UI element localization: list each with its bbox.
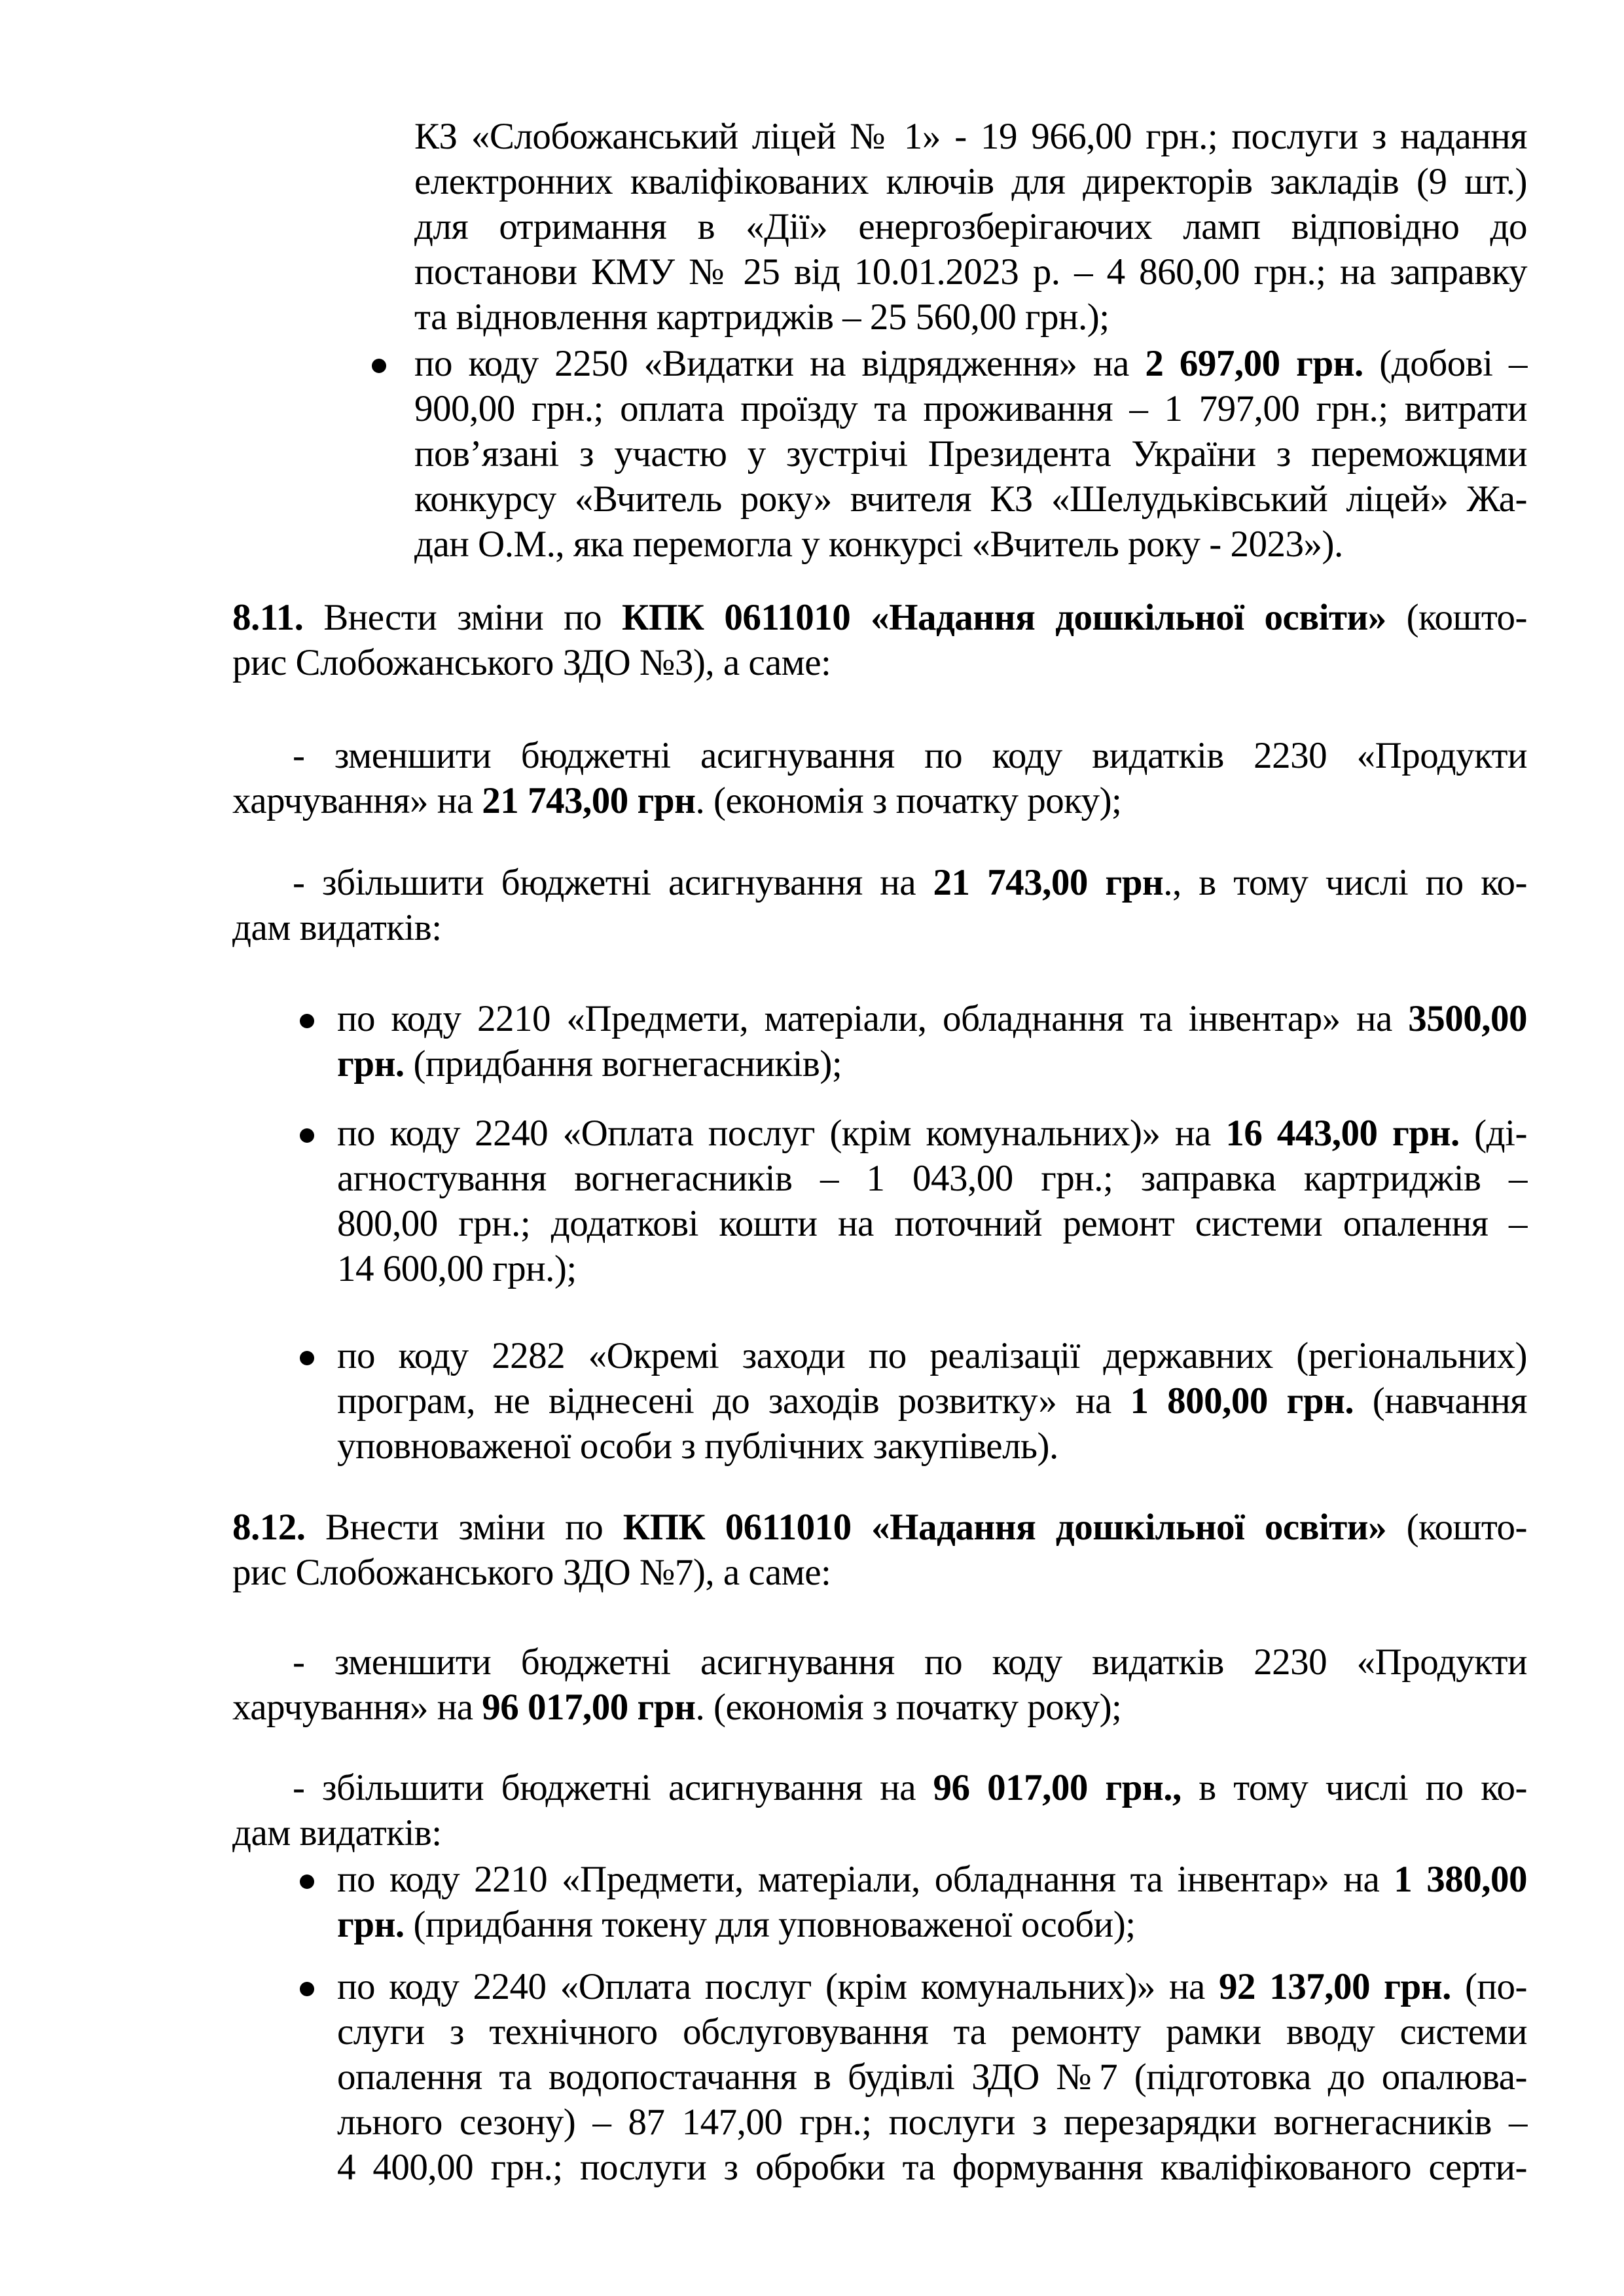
text-run: по коду 2210 «Предмети, матеріали, обладнання та інвентар» на bbox=[337, 998, 1409, 1039]
text-line bbox=[414, 522, 1527, 567]
text-run: Внести зміни по bbox=[303, 597, 622, 638]
text-line bbox=[414, 341, 1527, 386]
text-line bbox=[414, 159, 1527, 204]
text-line bbox=[337, 1246, 1527, 1291]
text-run: КЗ «Слобожанський ліцей № 1» - 19 966,00 грн.; послуги з надання bbox=[414, 116, 1527, 157]
text-line bbox=[293, 1640, 1527, 1685]
text-run: електронних кваліфікованих ключів для директорів закладів (9 шт.) bbox=[414, 161, 1527, 202]
text-run: агностування вогнегасників – 1 043,00 грн.; заправка картриджів – bbox=[337, 1158, 1527, 1199]
bold-text-run: 96 017,00 грн bbox=[482, 1687, 696, 1728]
text-line bbox=[232, 778, 1527, 823]
text-line bbox=[232, 640, 1527, 685]
text-line bbox=[293, 860, 1527, 905]
text-run: харчування» на bbox=[232, 780, 482, 821]
text-line bbox=[337, 1964, 1527, 2009]
text-line bbox=[337, 1111, 1527, 1156]
bold-text-run: КПК 0611010 «Надання дошкільної освіти» bbox=[623, 1507, 1387, 1548]
text-run: - збільшити бюджетні асигнування на bbox=[293, 862, 933, 903]
text-run: по коду 2250 «Видатки на відрядження» на bbox=[414, 343, 1146, 384]
bold-text-run: грн. bbox=[337, 1043, 405, 1085]
text-line bbox=[414, 249, 1527, 295]
bullet-dot-icon bbox=[300, 1351, 314, 1365]
bullet-item-2240-zdo3 bbox=[337, 1111, 1527, 1291]
bullet-item-2240-zdo7 bbox=[337, 1964, 1527, 2190]
section-8-11 bbox=[232, 595, 1527, 685]
text-line bbox=[337, 1857, 1527, 1902]
text-line bbox=[337, 1378, 1527, 1424]
text-run: (навчання bbox=[1354, 1380, 1527, 1422]
text-run: та відновлення картриджів – 25 560,00 грн.); bbox=[414, 296, 1110, 338]
bold-text-run: 21 743,00 грн bbox=[482, 780, 696, 821]
text-run: дан О.М., яка перемогла у конкурсі «Вчитель року - 2023»). bbox=[414, 524, 1343, 565]
text-line bbox=[414, 295, 1527, 340]
text-run: (кошто- bbox=[1386, 597, 1527, 638]
text-line bbox=[337, 2009, 1527, 2054]
dash-increase-8-12 bbox=[232, 1765, 1527, 1856]
text-run: ., в тому числі по ко- bbox=[1163, 862, 1527, 903]
text-line bbox=[337, 2145, 1527, 2190]
text-run: програм, не віднесені до заходів розвитку» на bbox=[337, 1380, 1130, 1422]
text-run: дам видатків: bbox=[232, 1812, 442, 1854]
bullet-dot-icon bbox=[300, 1014, 314, 1028]
bold-text-run: 3500,00 bbox=[1408, 998, 1527, 1039]
text-run: Внести зміни по bbox=[305, 1507, 623, 1548]
text-run: по коду 2210 «Предмети, матеріали, обладнання та інвентар» на bbox=[337, 1859, 1394, 1900]
text-run: (по- bbox=[1451, 1966, 1528, 2007]
text-line bbox=[414, 204, 1527, 249]
carryover-paragraph bbox=[414, 114, 1527, 340]
text-run: льного сезону) – 87 147,00 грн.; послуги з перезарядки вогнегасників – bbox=[337, 2102, 1527, 2143]
text-run: по коду 2240 «Оплата послуг (крім комунальних)» на bbox=[337, 1113, 1226, 1154]
text-run: для отримання в «Дії» енергозберігаючих ламп відповідно до bbox=[414, 206, 1527, 247]
text-run: 800,00 грн.; додаткові кошти на поточний ремонт системи опалення – bbox=[337, 1203, 1527, 1244]
text-line bbox=[414, 386, 1527, 431]
bold-text-run: 96 017,00 грн., bbox=[933, 1767, 1182, 1808]
text-line bbox=[232, 1685, 1527, 1730]
text-line bbox=[232, 905, 1527, 950]
text-run: рис Слобожанського ЗДО №7), а саме: bbox=[232, 1552, 831, 1593]
dash-decrease-8-12 bbox=[232, 1640, 1527, 1730]
text-run: (кошто- bbox=[1386, 1507, 1527, 1548]
text-run: харчування» на bbox=[232, 1687, 482, 1728]
text-line bbox=[232, 1550, 1527, 1595]
text-run: (добові – bbox=[1363, 343, 1527, 384]
text-line bbox=[337, 1041, 1527, 1086]
bullet-item-2210-zdo3 bbox=[337, 996, 1527, 1086]
dash-decrease-8-11 bbox=[232, 733, 1527, 823]
text-line bbox=[337, 2054, 1527, 2100]
bullet-item-2282-zdo3 bbox=[337, 1333, 1527, 1469]
text-line bbox=[293, 1765, 1527, 1810]
text-run: в тому числі по ко- bbox=[1181, 1767, 1527, 1808]
text-run: постанови КМУ № 25 від 10.01.2023 р. – 4 860,00 грн.; на заправку bbox=[414, 251, 1527, 293]
text-run: слуги з технічного обслуговування та ремонту рамки вводу системи bbox=[337, 2011, 1527, 2053]
text-run: . (економія з початку року); bbox=[695, 1687, 1122, 1728]
bold-text-run: 8.11. bbox=[232, 597, 304, 638]
bullet-dot-icon bbox=[300, 1128, 314, 1143]
text-run: по коду 2282 «Окремі заходи по реалізації державних (регіональних) bbox=[337, 1335, 1527, 1376]
text-run: (придбання вогнегасників); bbox=[404, 1043, 842, 1085]
text-run: 14 600,00 грн.); bbox=[337, 1248, 577, 1289]
bold-text-run: 16 443,00 грн. bbox=[1225, 1113, 1460, 1154]
text-line bbox=[337, 2100, 1527, 2145]
text-line bbox=[337, 1424, 1527, 1469]
bullet-dot-icon bbox=[300, 1982, 314, 1996]
bold-text-run: 2 697,00 грн. bbox=[1145, 343, 1363, 384]
bullet-item-2210-zdo7 bbox=[337, 1857, 1527, 1947]
text-line bbox=[293, 733, 1527, 778]
text-line bbox=[337, 1333, 1527, 1378]
text-line bbox=[337, 1201, 1527, 1246]
bold-text-run: 8.12. bbox=[232, 1507, 306, 1548]
text-line bbox=[337, 996, 1527, 1041]
bold-text-run: КПК 0611010 «Надання дошкільної освіти» bbox=[622, 597, 1386, 638]
text-line bbox=[414, 431, 1527, 476]
bold-text-run: грн. bbox=[337, 1904, 405, 1945]
text-run: опалення та водопостачання в будівлі ЗДО №7 (підготовка до опалюва- bbox=[337, 2056, 1527, 2098]
bullet-dot-icon bbox=[300, 1874, 314, 1889]
bullet-dot-icon bbox=[372, 359, 386, 373]
text-run: - зменшити бюджетні асигнування по коду видатків 2230 «Продукти bbox=[293, 1641, 1527, 1683]
text-run: уповноваженої особи з публічних закупівель). bbox=[337, 1426, 1058, 1467]
text-run: конкурсу «Вчитель року» вчителя КЗ «Шелудьківський ліцей» Жа- bbox=[414, 478, 1527, 520]
text-run: дам видатків: bbox=[232, 907, 442, 948]
text-line bbox=[337, 1156, 1527, 1201]
text-line bbox=[232, 1810, 1527, 1856]
text-run: (придбання токену для уповноваженої особи); bbox=[404, 1904, 1136, 1945]
bullet-item-2250 bbox=[414, 341, 1527, 567]
text-line bbox=[414, 114, 1527, 159]
text-run: 4 400,00 грн.; послуги з обробки та формування кваліфікованого серти- bbox=[337, 2147, 1527, 2188]
bold-text-run: 21 743,00 грн bbox=[933, 862, 1164, 903]
bold-text-run: 92 137,00 грн. bbox=[1219, 1966, 1451, 2007]
text-line bbox=[337, 1902, 1527, 1947]
text-run: рис Слобожанського ЗДО №3), а саме: bbox=[232, 642, 831, 683]
text-line bbox=[414, 476, 1527, 522]
text-line bbox=[232, 595, 1527, 640]
text-run: . (економія з початку року); bbox=[695, 780, 1122, 821]
section-8-12 bbox=[232, 1505, 1527, 1595]
text-run: по коду 2240 «Оплата послуг (крім комунальних)» на bbox=[337, 1966, 1219, 2007]
text-run: (ді- bbox=[1459, 1113, 1527, 1154]
dash-increase-8-11 bbox=[232, 860, 1527, 950]
text-line bbox=[232, 1505, 1527, 1550]
text-run: пов’язані з участю у зустрічі Президента України з переможцями bbox=[414, 433, 1527, 475]
bold-text-run: 1 380,00 bbox=[1394, 1859, 1527, 1900]
text-run: - збільшити бюджетні асигнування на bbox=[293, 1767, 933, 1808]
text-run: 900,00 грн.; оплата проїзду та проживання – 1 797,00 грн.; витрати bbox=[414, 388, 1527, 429]
bold-text-run: 1 800,00 грн. bbox=[1130, 1380, 1354, 1422]
text-run: - зменшити бюджетні асигнування по коду видатків 2230 «Продукти bbox=[293, 735, 1527, 776]
